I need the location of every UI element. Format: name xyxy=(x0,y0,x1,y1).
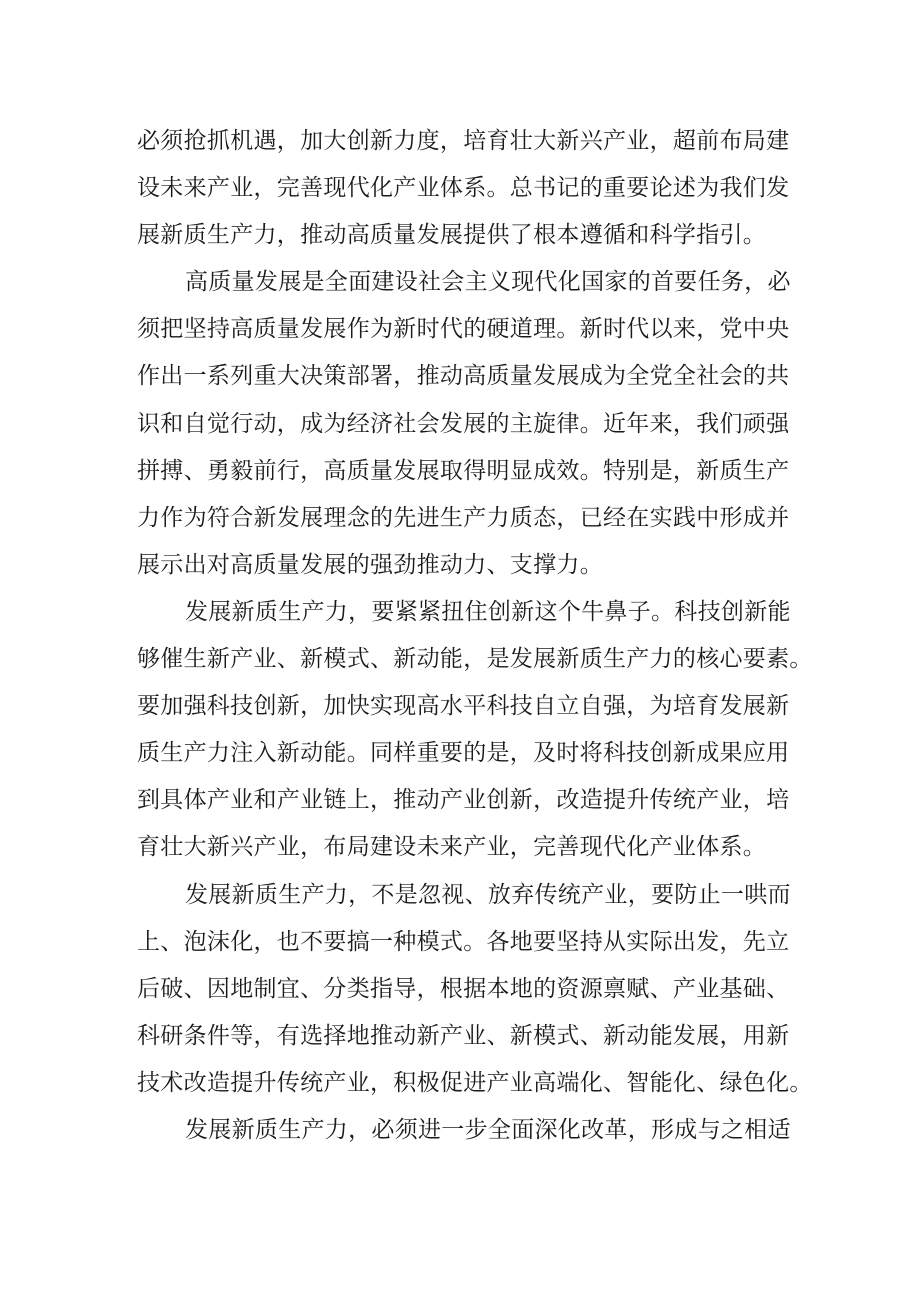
text-line: 展新质生产力，推动高质量发展提供了根本遵循和科学指引。 xyxy=(137,222,767,249)
text-line: 须把坚持高质量发展作为新时代的硬道理。新时代以来，党中央 xyxy=(137,316,790,343)
paragraph xyxy=(137,118,793,259)
paragraph xyxy=(137,589,813,872)
text-line: 展示出对高质量发展的强劲推动力、支撑力。 xyxy=(137,551,603,578)
text-line: 作出一系列重大决策部署，推动高质量发展成为全党全社会的共 xyxy=(137,363,790,390)
text-line: 发展新质生产力，不是忽视、放弃传统产业，要防止一哄而 xyxy=(185,881,791,908)
paragraph xyxy=(137,872,813,1107)
text-line: 够催生新产业、新模式、新动能，是发展新质生产力的核心要素。 xyxy=(137,646,813,673)
text-line: 发展新质生产力，必须进一步全面深化改革，形成与之相适 xyxy=(185,1116,791,1143)
text-line: 识和自觉行动，成为经济社会发展的主旋律。近年来，我们顽强 xyxy=(137,410,790,437)
text-line: 上、泡沫化，也不要搞一种模式。各地要坚持从实际出发，先立 xyxy=(137,928,790,955)
text-line: 必须抢抓机遇，加大创新力度，培育壮大新兴产业，超前布局建 xyxy=(137,128,790,154)
text-line: 科研条件等，有选择地推动新产业、新模式、新动能发展，用新 xyxy=(137,1022,790,1049)
text-line: 拼搏、勇毅前行，高质量发展取得明显成效。特别是，新质生产 xyxy=(137,457,790,484)
text-line: 设未来产业，完善现代化产业体系。总书记的重要论述为我们发 xyxy=(137,175,790,202)
text-line: 力作为符合新发展理念的先进生产力质态，已经在实践中形成并 xyxy=(137,504,790,531)
paragraph xyxy=(137,259,793,589)
text-line: 高质量发展是全面建设社会主义现代化国家的首要任务，必 xyxy=(185,269,791,296)
text-line: 质生产力注入新动能。同样重要的是，及时将科技创新成果应用 xyxy=(137,740,790,767)
paragraph xyxy=(137,1107,793,1154)
text-line: 到具体产业和产业链上，推动产业创新，改造提升传统产业，培 xyxy=(137,787,790,814)
text-line: 后破、因地制宜、分类指导，根据本地的资源禀赋、产业基础、 xyxy=(137,975,790,1002)
text-line: 要加强科技创新，加快实现高水平科技自立自强，为培育发展新 xyxy=(137,693,790,720)
text-line: 发展新质生产力，要紧紧扭住创新这个牛鼻子。科技创新能 xyxy=(185,598,791,625)
text-line: 育壮大新兴产业，布局建设未来产业，完善现代化产业体系。 xyxy=(137,834,767,861)
body-text xyxy=(137,118,813,1154)
text-line: 技术改造提升传统产业，积极促进产业高端化、智能化、绿色化。 xyxy=(137,1069,813,1096)
